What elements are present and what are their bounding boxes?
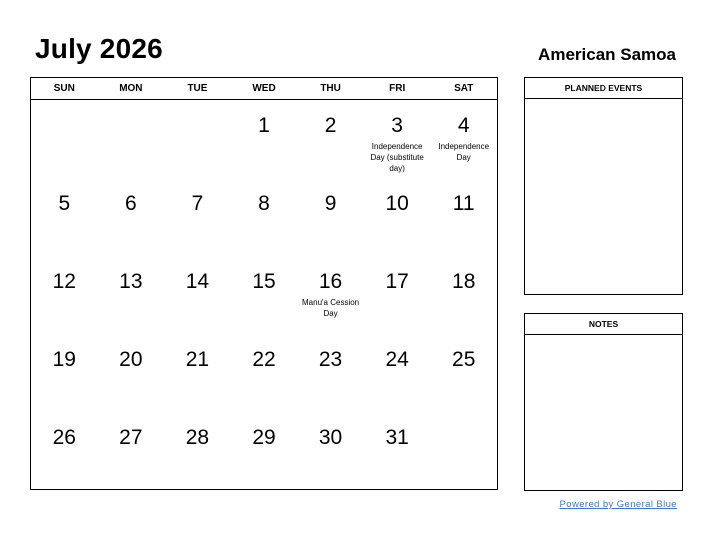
day-cell xyxy=(164,178,231,256)
day-cell xyxy=(231,256,298,334)
day-number: 26 xyxy=(52,426,76,449)
day-cell xyxy=(231,334,298,412)
day-cell xyxy=(164,100,231,178)
day-cell xyxy=(297,256,364,334)
day-cell xyxy=(31,256,98,334)
holiday-label: Manu'a Cession Day xyxy=(302,298,360,318)
day-cell xyxy=(231,412,298,490)
day-number: 31 xyxy=(385,426,409,449)
weekday-sun: SUN xyxy=(53,83,75,94)
day-number: 30 xyxy=(318,426,343,449)
day-number: 20 xyxy=(119,348,143,371)
day-cell xyxy=(164,256,231,334)
day-number: 9 xyxy=(324,192,337,215)
notes-panel xyxy=(524,313,683,491)
day-number: 17 xyxy=(385,270,409,293)
day-cell xyxy=(231,178,298,256)
weekday-header xyxy=(31,78,497,100)
page-title: July 2026 xyxy=(35,33,163,64)
day-cell xyxy=(164,334,231,412)
day-number: 10 xyxy=(385,192,409,215)
day-cell xyxy=(297,100,364,178)
day-cell xyxy=(31,178,98,256)
holiday-label: Independence Day (substitute day) xyxy=(370,142,424,173)
day-cell xyxy=(98,100,165,178)
region-label: American Samoa xyxy=(538,45,676,64)
day-number: 11 xyxy=(452,192,475,215)
notes-heading: NOTES xyxy=(525,314,682,335)
day-number: 7 xyxy=(191,192,204,215)
day-cell xyxy=(98,334,165,412)
day-number: 4 xyxy=(457,114,470,137)
day-cell xyxy=(31,412,98,490)
day-cell xyxy=(297,412,364,490)
day-number: 28 xyxy=(185,426,210,449)
weekday-thu: THU xyxy=(320,83,341,94)
day-number: 2 xyxy=(324,114,337,137)
day-cell xyxy=(164,412,231,490)
day-cell xyxy=(297,334,364,412)
calendar-body xyxy=(31,100,497,490)
holiday-label: Independence Day xyxy=(438,142,490,162)
day-cell xyxy=(98,256,165,334)
planned-events-panel xyxy=(524,77,683,295)
planned-events-heading: PLANNED EVENTS xyxy=(525,78,682,99)
day-cell xyxy=(98,178,165,256)
day-number: 13 xyxy=(119,270,143,293)
weekday-sat: SAT xyxy=(454,83,474,94)
day-cell xyxy=(430,334,497,412)
day-number: 1 xyxy=(258,114,270,137)
day-cell xyxy=(297,178,364,256)
powered-by-link[interactable]: Powered by General Blue xyxy=(559,499,677,510)
day-number: 18 xyxy=(452,270,476,293)
day-cell xyxy=(364,334,431,412)
day-number: 3 xyxy=(391,114,403,137)
day-number: 5 xyxy=(58,192,71,215)
day-cell xyxy=(364,412,431,490)
day-cell xyxy=(31,100,98,178)
day-number: 15 xyxy=(252,270,276,293)
calendar-grid xyxy=(30,77,498,490)
day-number: 25 xyxy=(452,348,476,371)
day-cell xyxy=(430,100,497,178)
day-number: 19 xyxy=(52,348,76,371)
day-cell xyxy=(430,412,497,490)
day-cell xyxy=(430,178,497,256)
day-number: 21 xyxy=(185,348,210,371)
day-number: 23 xyxy=(318,348,343,371)
day-cell xyxy=(31,334,98,412)
day-cell xyxy=(364,100,431,178)
day-cell xyxy=(364,256,431,334)
weekday-tue: TUE xyxy=(187,83,208,94)
day-number: 24 xyxy=(385,348,409,371)
day-number: 27 xyxy=(119,426,143,449)
day-number: 12 xyxy=(52,270,76,293)
day-number: 8 xyxy=(258,192,270,215)
day-number: 22 xyxy=(252,348,276,371)
day-cell xyxy=(430,256,497,334)
day-number: 14 xyxy=(185,270,210,293)
day-cell xyxy=(231,100,298,178)
day-cell xyxy=(98,412,165,490)
day-number: 6 xyxy=(125,192,137,215)
weekday-fri: FRI xyxy=(389,83,406,94)
day-number: 16 xyxy=(318,270,343,293)
weekday-mon: MON xyxy=(119,83,143,94)
day-number: 29 xyxy=(252,426,276,449)
weekday-wed: WED xyxy=(252,83,276,94)
day-cell xyxy=(364,178,431,256)
